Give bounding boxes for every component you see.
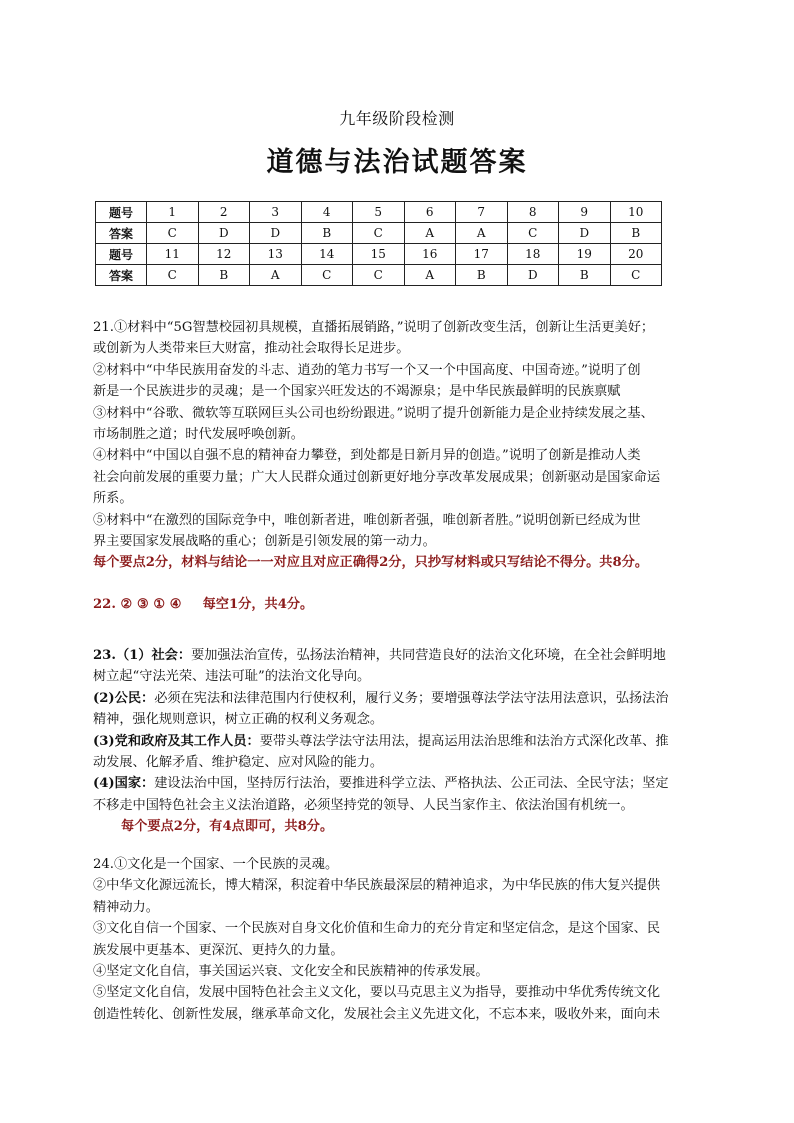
answer-table-cell: B	[559, 265, 611, 286]
q23-line: 精神，强化规则意识，树立正确的权利义务观念。	[93, 712, 384, 728]
q21-line: 新是一个民族进步的灵魂；是一个国家兴旺发达的不竭源泉；是中华民族最鲜明的民族禀赋	[93, 384, 621, 400]
answer-table-cell: 11	[147, 244, 199, 265]
answer-table-cell: C	[147, 265, 199, 286]
answer-table-cell: 13	[250, 244, 302, 265]
q21-line: ③材料中“谷歌、微软等互联网巨头公司也纷纷跟进。”说明了提升创新能力是企业持续发展之基、	[93, 405, 654, 421]
answer-table-row-header: 题号	[96, 244, 147, 265]
answer-table-cell: B	[456, 265, 508, 286]
answer-table-cell: 10	[610, 202, 662, 223]
multiple-choice-answer-table	[95, 201, 662, 286]
answer-table-cell: 16	[404, 244, 456, 265]
q24-line: ④坚定文化自信，事关国运兴衰、文化安全和民族精神的传承发展。	[93, 964, 489, 980]
q23-state-label: (4)国家：	[93, 776, 155, 792]
answer-table-cell: 20	[610, 244, 662, 265]
q21-line: 市场制胜之道；时代发展呼唤创新。	[93, 427, 304, 443]
answer-table-cell: 9	[559, 202, 611, 223]
answer-table-cell: 3	[250, 202, 302, 223]
q24-line: 族发展中更基本、更深沉、更持久的力量。	[93, 942, 344, 958]
answer-table-cell: C	[507, 223, 559, 244]
q24-line: ②中华文化源远流长，博大精深，积淀着中华民族最深层的精神追求，为中华民族的伟大复兴提供	[93, 878, 661, 894]
answer-table-cell: 2	[198, 202, 250, 223]
answer-table-cell: D	[198, 223, 250, 244]
answer-table-cell: B	[198, 265, 250, 286]
answer-table-cell: B	[301, 223, 353, 244]
answer-table-cell: C	[353, 265, 405, 286]
q23-line: 必须在宪法和法律范围内行使权利，履行义务；要增强尊法学法守法用法意识，弘扬法治	[154, 690, 669, 706]
q21-line: 界主要国家发展战略的重心；创新是引领发展的第一动力。	[93, 534, 436, 550]
answer-table-cell: 17	[456, 244, 508, 265]
question-21-answer	[93, 317, 705, 574]
answer-table-cell: 8	[507, 202, 559, 223]
q24-line: 精神动力。	[93, 899, 159, 915]
q21-line: 所系。	[93, 491, 133, 507]
answer-table-cell: C	[147, 223, 199, 244]
q23-society-label: 23.（1）社会：	[93, 648, 192, 663]
answer-table-cell: 4	[301, 202, 353, 223]
q21-line: 21.①材料中“5G智慧校园初具规模，直播拓展销路，”说明了创新改变生活，创新让生活更美好；	[93, 320, 655, 335]
answer-table-cell: D	[507, 265, 559, 286]
answer-table-row	[96, 202, 662, 223]
answer-table-cell: 7	[456, 202, 508, 223]
question-23-answer	[93, 645, 705, 838]
exam-title: 道德与法治试题答案	[266, 147, 528, 178]
q23-line: 动发展、化解矛盾、维护稳定、应对风险的能力。	[93, 755, 384, 771]
answer-table-cell: D	[559, 223, 611, 244]
answer-table-cell: B	[610, 223, 662, 244]
answer-table-cell: A	[404, 223, 456, 244]
answer-table-cell: C	[610, 265, 662, 286]
q21-line: 或创新为人类带来巨大财富，推动社会取得长足进步。	[93, 341, 410, 357]
q21-line: 社会向前发展的重要力量；广大人民群众通过创新更好地分享改革发展成果；创新驱动是国家命运	[93, 469, 661, 485]
answer-table-row	[96, 265, 662, 286]
answer-table-cell: 18	[507, 244, 559, 265]
q21-line: ⑤材料中“在激烈的国际竞争中，唯创新者进，唯创新者强，唯创新者胜。”说明创新已经成为世	[93, 512, 641, 528]
answer-table-cell: 6	[404, 202, 456, 223]
q22-scoring-note: 每空1分，共4分。	[202, 597, 314, 612]
question-22-answer	[93, 594, 705, 615]
q23-citizen-label: (2)公民：	[93, 690, 155, 706]
q23-line: 建设法治中国，坚持厉行法治，要推进科学立法、严格执法、公正司法、全民守法；坚定	[154, 776, 669, 792]
q23-line: 不移走中国特色社会主义法治道路，必须坚持党的领导、人民当家作主、依法治国有机统一。	[93, 797, 634, 813]
q24-line: 24.①文化是一个国家、一个民族的灵魂。	[93, 857, 339, 872]
answer-table-row	[96, 244, 662, 265]
q23-line: 树立起“守法光荣、违法可耻”的法治文化导向。	[93, 669, 371, 685]
answer-table-row-header: 答案	[96, 223, 147, 244]
exam-subtitle: 九年级阶段检测	[339, 109, 455, 128]
q24-line: 创造性转化、创新性发展，继承革命文化，发展社会主义先进文化，不忘本来，吸收外来，面向未	[93, 1006, 661, 1022]
q21-scoring-note: 每个要点2分，材料与结论一一对应且对应正确得2分，只抄写材料或只写结论不得分。共8分。	[93, 555, 649, 571]
question-24-answer	[93, 854, 705, 1025]
answer-table-cell: A	[404, 265, 456, 286]
answer-table-cell: C	[353, 223, 405, 244]
q22-answer-sequence: 22. ② ③ ① ④	[93, 597, 182, 612]
answer-table-cell: D	[250, 223, 302, 244]
answer-table-cell: 1	[147, 202, 199, 223]
q23-scoring-note: 每个要点2分，有4点即可，共8分。	[121, 819, 334, 835]
answer-table-cell: 12	[198, 244, 250, 265]
answer-table-row	[96, 223, 662, 244]
q23-line: 要带头尊法学法守法用法，提高运用法治思维和法治方式深化改革、推	[259, 733, 669, 749]
answer-table-row-header: 答案	[96, 265, 147, 286]
answer-table-cell: 19	[559, 244, 611, 265]
answer-table-cell: 5	[353, 202, 405, 223]
answer-table-cell: 15	[353, 244, 405, 265]
q21-line: ②材料中“中华民族用奋发的斗志、逍劲的笔力书写一个又一个中国高度、中国奇迹。”说明了创	[93, 362, 641, 378]
answer-table-cell: A	[250, 265, 302, 286]
answer-table-cell: C	[301, 265, 353, 286]
q21-line: ④材料中“中国以自强不息的精神奋力攀登，到处都是日新月异的创造。”说明了创新是推动人类	[93, 448, 641, 464]
q24-line: ⑤坚定文化自信，发展中国特色社会主义文化，要以马克思主义为指导，要推动中华优秀传统文化	[93, 985, 661, 1001]
q23-party-label: (3)党和政府及其工作人员：	[93, 733, 260, 749]
answer-table-row-header: 题号	[96, 202, 147, 223]
q24-line: ③文化自信一个国家、一个民族对自身文化价值和生命力的充分肯定和坚定信念，是这个国家、民	[93, 921, 661, 937]
q23-line: 要加强法治宣传，弘扬法治精神，共同营造良好的法治文化环境，在全社会鲜明地	[191, 648, 666, 663]
answer-table-cell: 14	[301, 244, 353, 265]
answer-table-cell: A	[456, 223, 508, 244]
